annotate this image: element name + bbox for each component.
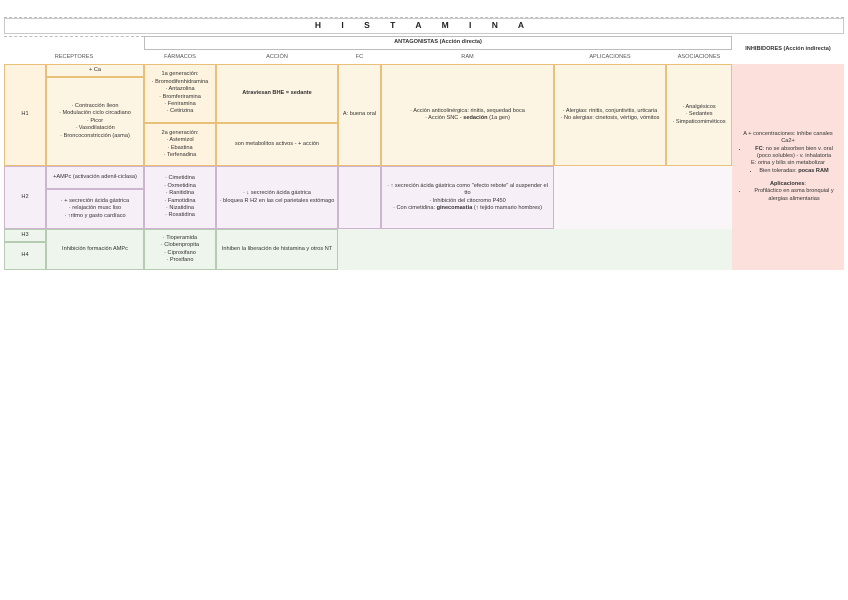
h1-ram-line1: · Acción anticolinérgica: rinitis, sequedad boca (410, 107, 525, 114)
h1-effects (46, 77, 144, 166)
inhibitors-e-line: E: orina y bilis sin metabolizar (751, 160, 825, 167)
h1-effect: · Modulación ciclo circadiano (59, 110, 131, 117)
h1-effect: · Vasodilatación (75, 125, 115, 132)
inhibitors-list-2 (747, 168, 828, 175)
h1-gen1-drugs (144, 64, 216, 123)
h2-effect: · ↑ritmo y gasto cardíaco (64, 212, 126, 219)
h2-label (4, 166, 46, 229)
h4-effect (46, 229, 144, 270)
h2-accion-line: · bloquea R H2 en las cel parietales estómago (219, 197, 335, 204)
inhibitors-apps-item (748, 188, 840, 203)
h1-assoc: · Analgésicos (682, 103, 716, 110)
h1-aplicaciones (554, 64, 666, 166)
h4-rest-empty (338, 229, 732, 270)
h2-drug: · Roxatidina (165, 212, 195, 219)
h2-drug: · Oxmetidina (164, 182, 196, 189)
h2-ram-line1: · ↑ secreción ácida gástrica como "efecto rebote" al suspender el tto (387, 182, 548, 197)
h1-ram (381, 64, 554, 166)
h1-gen2-item: · Terfenadina (163, 151, 197, 158)
h2-drug: · Ranitidina (165, 190, 195, 197)
h2-drugs (144, 166, 216, 229)
h1-accion-gen2-text: son metabolitos activos - + acción (234, 140, 320, 147)
h2-label-text: H2 (21, 193, 29, 200)
h2-drug: · Cimetidina (165, 175, 195, 182)
col-ram: RAM (461, 53, 474, 60)
antagonists-header: ANTAGONISTAS (Acción directa) (144, 36, 732, 50)
h1-effect: · Picor (86, 117, 104, 124)
col-aplicaciones: APLICACIONES (589, 53, 631, 60)
col-fc: FC (355, 53, 364, 60)
h4-drug: · Clobenpropita (160, 242, 200, 249)
h4-drug: · Proxifano (166, 256, 194, 263)
h3-label (4, 229, 46, 242)
h2-effects (46, 189, 144, 229)
h1-ca (46, 64, 144, 77)
h1-gen1-item: · Bromodifenhidramina (151, 78, 209, 85)
h1-gen1-item: · Feniramina (164, 100, 196, 107)
h1-ram-line2-pre: · Acción SNC - (425, 115, 464, 121)
h2-ampc-text: +AMPc (activación adenil-ciclasa) (53, 173, 137, 180)
h1-label-text: H1 (21, 111, 29, 118)
h1-assoc: · Simpaticomiméticos (672, 118, 726, 125)
h4-effect-text: Inhibición formación AMPc (62, 245, 128, 252)
h1-ca-text: + Ca (89, 66, 101, 73)
inhibitors-fc-rest: : no se absorben bien v. oral (poco solubles) - v. inhalatoria (756, 145, 833, 159)
h2-drug: · Nizatidina (166, 204, 194, 211)
page-title: H I S T A M I N A (4, 18, 844, 34)
inhibitors-tolerance-pre: Bien toleradas: (759, 167, 799, 174)
h2-accion (216, 166, 338, 229)
h1-gen1-item: · Cetirizina (166, 108, 194, 115)
inhibitors-panel (732, 64, 844, 270)
h2-drug: · Famotidina (164, 197, 196, 204)
h1-fc-text: A: buena oral (342, 111, 377, 118)
h2-ampc (46, 166, 144, 189)
header-dashed-line (4, 36, 144, 37)
col-accion: ACCIÓN (266, 53, 288, 60)
h1-gen1-item: · Antazolina (165, 86, 195, 93)
h1-gen1-item: 1a generación: (161, 71, 199, 78)
h2-effect: · + secreción ácida gástrica (60, 197, 130, 204)
h1-ram-line2-post: (1a gen) (487, 115, 510, 121)
col-receptores: RECEPTORES (54, 53, 94, 60)
inhibitors-list-3 (736, 188, 840, 203)
h1-gen2-drugs (144, 123, 216, 166)
h1-gen1-item: · Bromferiramina (159, 93, 201, 100)
h2-ram-line3-pre: · Con cimetidina: (393, 204, 437, 211)
h1-label (4, 64, 46, 166)
h1-app: · Alergias: rinitis, conjuntivitis, urticaria (562, 107, 658, 114)
inhibitors-apps-title-text: Aplicaciones (769, 181, 805, 188)
h4-label (4, 242, 46, 270)
h3-label-text: H3 (21, 231, 29, 238)
h1-asociaciones (666, 64, 732, 166)
h1-ram-line2-bold: sedación (463, 115, 488, 121)
inhibitors-header: INHIBIDORES (Acción indirecta) (745, 46, 831, 53)
h2-ram (381, 166, 554, 229)
h1-gen2-item: · Ebastina (167, 144, 193, 151)
inhibitors-apps-colon: : (804, 181, 807, 188)
h1-gen2-item: 2a generación: (161, 129, 199, 136)
h1-effect: · Broncoconstricción (asma) (60, 132, 130, 139)
h2-accion-line: · ↓ secreción ácida gástrica (243, 190, 311, 197)
h2-ram-line2: · Inhibición del citocromo P450 (429, 197, 506, 204)
h4-accion-text: Inhiben la liberación de histamina y otros NT (221, 245, 333, 252)
h2-apps-assoc-empty (554, 166, 732, 229)
h2-ram-line3-post: (↑ tejido mamario hombres) (472, 204, 542, 211)
h1-accion-bold: Atraviesan BHE = sedante (242, 89, 312, 96)
inhibitors-list-1 (736, 146, 840, 161)
h1-effect: · Contracción íleon (71, 103, 119, 110)
inhibitors-fc-item (748, 146, 840, 161)
h2-effect: · relajación musc liso (68, 205, 122, 212)
h2-ram-line3-bold: ginecomastia (436, 204, 473, 211)
inhibitors-intro: A + concentraciones: inhibe canales Ca2+ (743, 130, 833, 145)
h1-accion-gen1 (216, 64, 338, 123)
h4-drug: · Ciproxifano (164, 249, 196, 256)
h1-fc (338, 64, 381, 166)
inhibitors-tolerance-item (759, 168, 828, 175)
col-farmacos: FÁRMACOS (164, 53, 196, 60)
h1-app: · No alergias: cinetosis, vértigo, vómitos (560, 115, 660, 121)
h2-ram-line3 (393, 205, 542, 212)
h1-ram-line2 (425, 115, 510, 122)
h4-accion (216, 229, 338, 270)
h1-accion-gen2 (216, 123, 338, 166)
inhibitors-tolerance-bold: pocas RAM (798, 167, 829, 174)
h4-drugs (144, 229, 216, 270)
inhibitors-fc-bold: FC (755, 145, 763, 152)
h1-gen2-item: · Astemizol (166, 137, 194, 144)
inhibitors-apps-title (770, 181, 806, 188)
col-asociaciones: ASOCIACIONES (677, 53, 721, 60)
inhibitors-apps-text: Profiláctico en asma bronquial y alergias alimentarias (754, 188, 834, 202)
h2-fc-empty (338, 166, 381, 229)
h4-label-text: H4 (21, 252, 29, 259)
h1-assoc: · Sedantes (685, 111, 713, 118)
h4-drug: · Tioperamida (162, 234, 198, 241)
